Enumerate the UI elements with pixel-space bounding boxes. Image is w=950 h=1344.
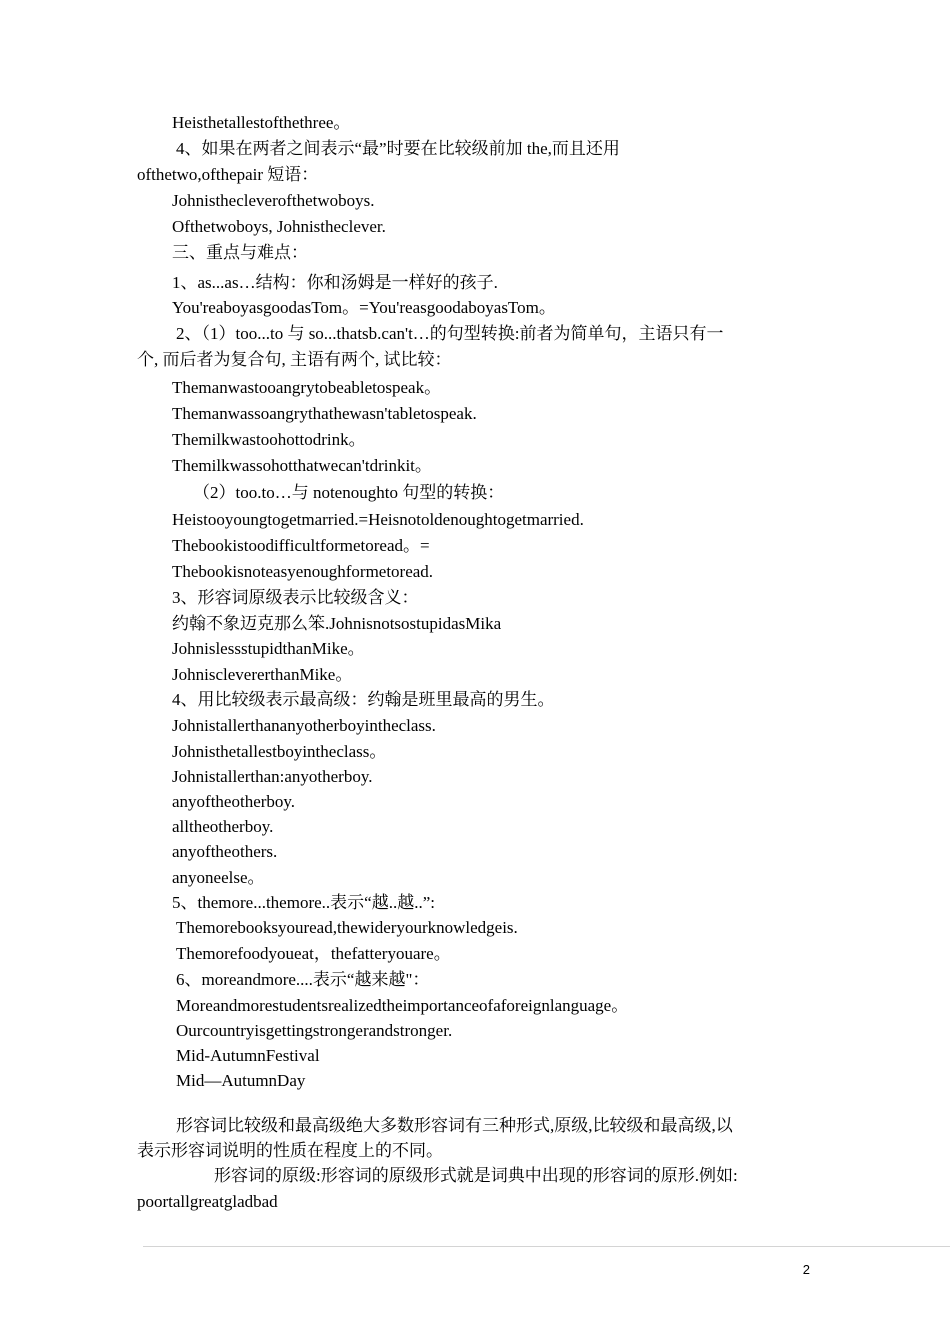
text-line: 5、themore...themore..表示“越..越..”: bbox=[172, 893, 435, 912]
text-line: JohnislessstupidthanMike。 bbox=[172, 639, 365, 658]
text-line: ofthetwo,ofthepair 短语： bbox=[137, 165, 319, 184]
text-line: 约翰不象迈克那么笨.JohnisnotsostupidasMika bbox=[172, 614, 502, 633]
text-line: 个, 而后者为复合句, 主语有两个, 试比较： bbox=[137, 350, 452, 369]
text-line: Themanwassoangrythathewasn'tabletospeak. bbox=[172, 404, 477, 423]
text-line: Ourcountryisgettingstrongerandstronger. bbox=[176, 1021, 453, 1040]
text-line: Johnisthecleverofthetwoboys. bbox=[172, 191, 375, 210]
paragraph-line: 形容词的原级:形容词的原级形式就是词典中出现的形容词的原形.例如: bbox=[214, 1166, 738, 1185]
text-line: You'reaboyasgoodasTom。=You'reasgoodaboyasTom。 bbox=[172, 298, 556, 317]
section-heading: 三、重点与难点： bbox=[172, 243, 308, 262]
text-line: Thebookistoodifficultformetoread。= bbox=[172, 536, 430, 555]
text-line: Themilkwastoohottodrink。 bbox=[172, 430, 366, 449]
text-line: 2、（1）too...to 与 so...thatsb.can't…的句型转换:前者为简单句，主语只有一 bbox=[176, 324, 724, 343]
paragraph-line: poortallgreatgladbad bbox=[137, 1192, 278, 1211]
text-line: anyoneelse。 bbox=[172, 868, 265, 887]
text-line: 4、用比较级表示最高级：约翰是班里最高的男生。 bbox=[172, 690, 555, 709]
text-line: Johnistallerthan:anyotherboy. bbox=[172, 767, 373, 786]
text-line: Heistooyoungtogetmarried.=Heisnotoldenoughtogetmarried. bbox=[172, 510, 584, 529]
text-line: Heisthetallestofthethree。 bbox=[172, 113, 351, 132]
text-line: Moreandmorestudentsrealizedtheimportanceofaforeignlanguage。 bbox=[176, 996, 629, 1015]
text-line: Themanwastooangrytobeabletospeak。 bbox=[172, 378, 442, 397]
text-line: 1、as...as…结构：你和汤姆是一样好的孩子. bbox=[172, 273, 498, 292]
text-line: Themorefoodyoueat，thefatteryouare。 bbox=[176, 944, 451, 963]
text-line: Ofthetwoboys, Johnistheclever. bbox=[172, 217, 386, 236]
text-line: 6、moreandmore....表示“越来越"： bbox=[176, 970, 430, 989]
paragraph-line: 表示形容词说明的性质在程度上的不同。 bbox=[137, 1141, 443, 1160]
text-line: Thebookisnoteasyenoughformetoread. bbox=[172, 562, 434, 581]
text-line: 4、如果在两者之间表示“最”时要在比较级前加 the,而且还用 bbox=[176, 139, 620, 158]
text-line: anyoftheotherboy. bbox=[172, 792, 296, 811]
footer-divider bbox=[143, 1246, 950, 1247]
text-line: anyoftheothers. bbox=[172, 842, 278, 861]
text-line: Johnistallerthananyotherboyintheclass. bbox=[172, 716, 436, 735]
text-line: （2）too.to…与 notenoughto 句型的转换： bbox=[193, 483, 505, 502]
text-line: 3、形容词原级表示比较级含义： bbox=[172, 588, 419, 607]
text-line: Mid-AutumnFestival bbox=[176, 1046, 320, 1065]
text-line: JohnisclevererthanMike。 bbox=[172, 665, 353, 684]
text-line: Themorebooksyouread,thewideryourknowledgeis. bbox=[176, 918, 518, 937]
text-line: alltheotherboy. bbox=[172, 817, 274, 836]
text-line: Themilkwassohotthatwecan'tdrinkit。 bbox=[172, 456, 432, 475]
page-number: 2 bbox=[802, 1262, 810, 1277]
text-line: Johnisthetallestboyintheclass。 bbox=[172, 742, 387, 761]
paragraph-line: 形容词比较级和最高级绝大多数形容词有三种形式,原级,比较级和最高级,以 bbox=[176, 1116, 733, 1135]
text-line: Mid—AutumnDay bbox=[176, 1071, 306, 1090]
